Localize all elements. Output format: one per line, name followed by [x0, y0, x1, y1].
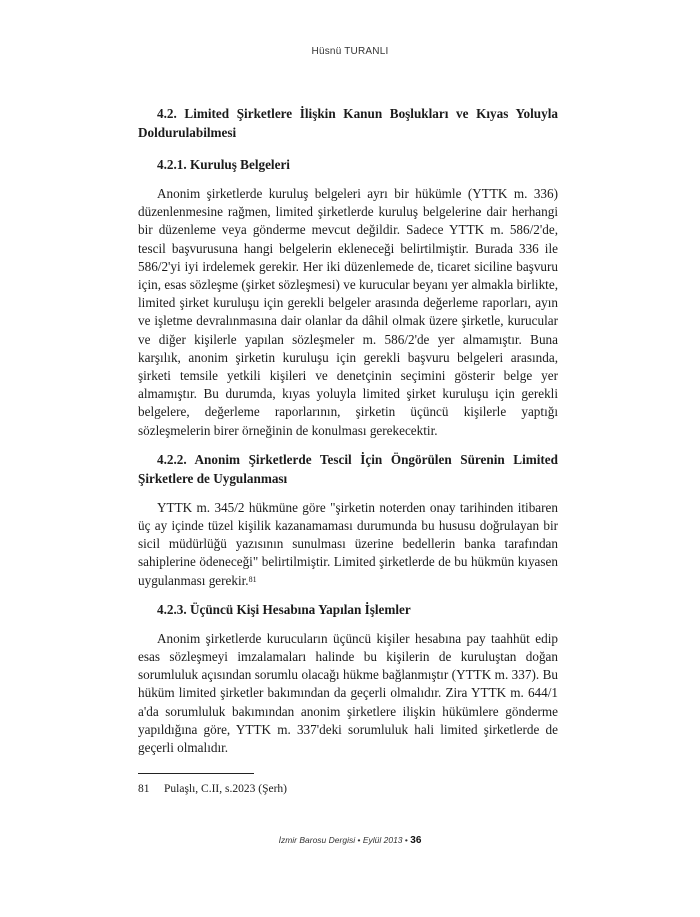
footnote-text: Pulaşlı, C.II, s.2023 (Şerh) [164, 783, 287, 795]
paragraph-4-2-2-text: YTTK m. 345/2 hükmüne göre "şirketin noterden onay tarihinden itibaren üç ay içinde tüzel kişilik kazanamaması durumunda bu hususu doğrulayan bir sicil müdürlüğü yazısının sunulması üzerine bedellerin banka tarafından sahiplerine ödeneceği" belirtilmiştir. Limited şirketlerde de bu hükmün kıyasen uygulanması gerekir. [138, 499, 558, 588]
body-text [138, 104, 558, 767]
footnote-reference[interactable]: 81 [248, 574, 257, 584]
paragraph-4-2-3: Anonim şirketlerde kurucuların üçüncü kişiler hesabına pay taahhüt edip esas sözleşmeyi imzalamaları halinde bu kişilerin de kuruluştan doğan sorumluluk açısından sorumlu olacağı hükme bağlanmıştır (YTTK m. 337). Bu hüküm limited şirketler bakımından da geçerli olmalıdır. Zira YTTK m. 644/1 a'da sorumluluk bakımından anonim şirketlere ilişkin hükümlere gönderme yapıldığına göre, YTTK m. 337'deki sorumluluk hali limited şirketlerde de geçerli olmalıdır. [138, 630, 558, 756]
footer-separator: • [404, 835, 408, 845]
section-heading-4-2: 4.2. Limited Şirketlere İlişkin Kanun Boşlukları ve Kıyas Yoluyla Doldurulabilmesi [138, 106, 558, 140]
section-heading-4-2-3: 4.2.3. Üçüncü Kişi Hesabına Yapılan İşlemler [157, 601, 411, 617]
footnote-divider [138, 773, 254, 774]
page-number: 36 [410, 835, 422, 846]
page-footer [0, 835, 700, 846]
running-head: Hüsnü TURANLI [311, 46, 389, 57]
paragraph-4-2-1: Anonim şirketlerde kuruluş belgeleri ayrı bir hükümle (YTTK m. 336) düzenlenmesine rağmen, limited şirketlerde kuruluş belgelerine dair herhangi bir düzenleme veya gönderme mevcut değildir. Sadece YTTK m. 586/2'de, tescil başvurusuna hangi belgelerin ekleneceği belirtilmiştir. Burada 336 ile 586/2'yi iyi irdelemek gerekir. Her iki düzenlemede de, ticaret siciline başvuru için, esas sözleşme (şirket sözleşmesi) ve kurucular beyanı yer almakla birlikte, limited şirket kuruluşu için gerekli belgeler arasında değerleme raporları, ayın ve işletme devralınmasına dair olanlar da dâhil olmak üzere şirketle, kurucular ve diğer kişilerle yapılan sözleşmeler m. 586/2'de yer almamıştır. Buna karşılık, anonim şirketin kuruluşu için gerekli başvuru belgeleri arasında, şirketi temsile yetkili kişileri ve denetçinin seçimini gösterir belge yer almamıştır. Bu durumda, kıyas yoluyla limited şirket kuruluşu için gerekli belgelere, değerleme raporlarının, şirketin üçüncü kişilerle yaptığı sözleşmelerin birer örneğinin de konulması gerekecektir. [138, 186, 558, 438]
footnote-number: 81 [138, 783, 150, 795]
issue-date: Eylül 2013 [362, 835, 403, 845]
section-heading-4-2-2: 4.2.2. Anonim Şirketlerde Tescil İçin Öngörülen Sürenin Limited Şirketlere de Uygulanması [138, 451, 558, 486]
section-heading-4-2-1: 4.2.1. Kuruluş Belgeleri [157, 157, 290, 172]
footnote [138, 782, 558, 797]
paragraph-4-2-2 [138, 499, 558, 590]
footer-separator: • [357, 835, 361, 845]
journal-name: İzmir Barosu Dergisi [278, 835, 356, 845]
